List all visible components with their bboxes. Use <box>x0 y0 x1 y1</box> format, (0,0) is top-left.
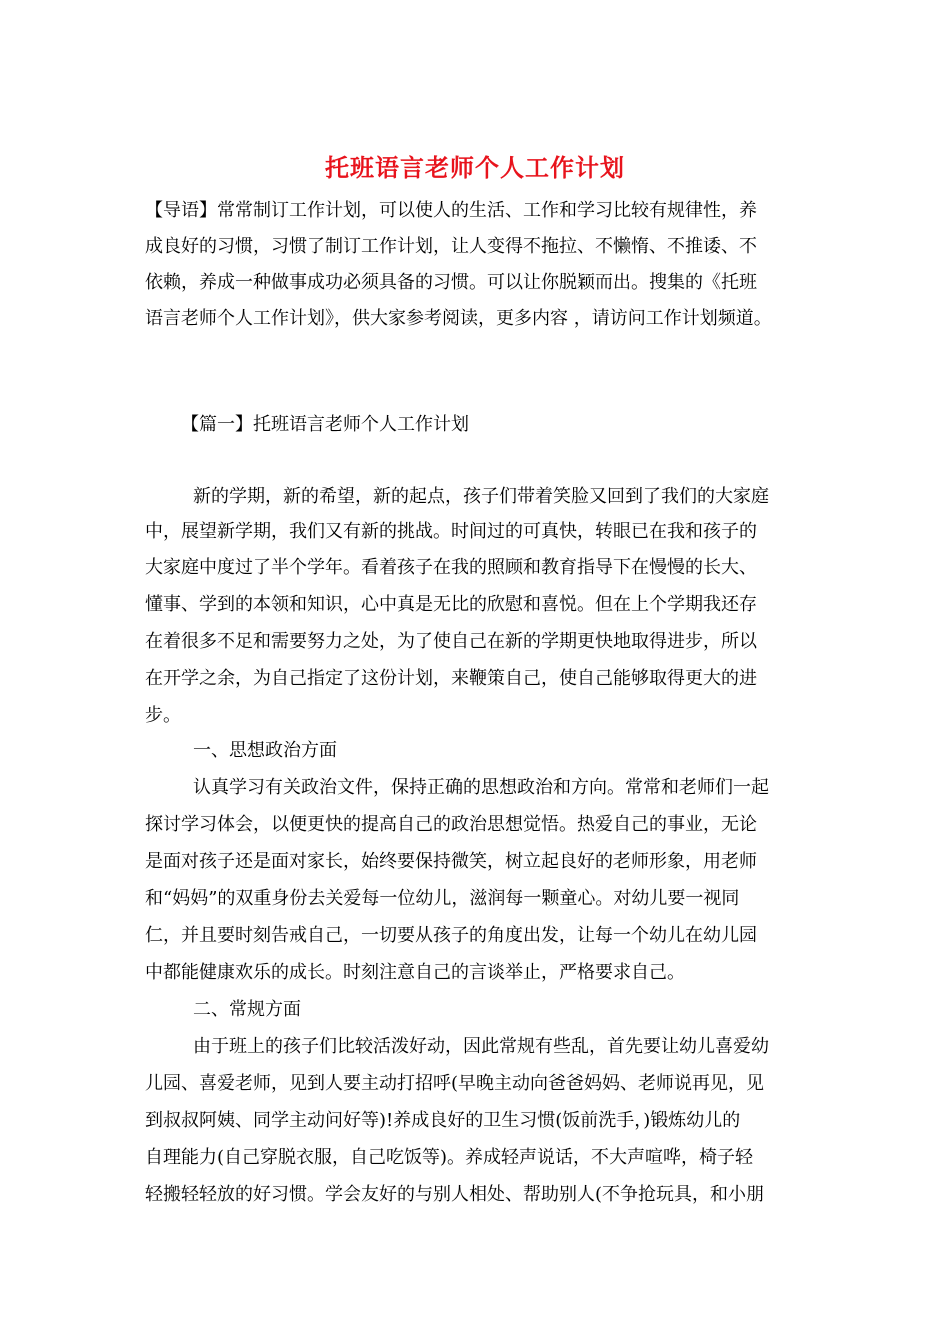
body-line: 步。 <box>145 705 181 726</box>
body-line: 中都能健康欢乐的成长。时刻注意自己的言谈举止，严格要求自己。 <box>145 962 685 983</box>
body-line: 儿园、喜爱老师，见到人要主动打招呼(早晚主动向爸爸妈妈、老师说再见，见 <box>145 1073 765 1094</box>
intro-line: 依赖，养成一种做事成功必须具备的习惯。可以让你脱颖而出。搜集的《托班 <box>145 272 757 293</box>
body-line: 由于班上的孩子们比较活泼好动，因此常规有些乱，首先要让幼儿喜爱幼 <box>193 1036 769 1057</box>
body-line: 仁，并且要时刻告戒自己，一切要从孩子的角度出发，让每一个幼儿在幼儿园 <box>145 925 757 946</box>
subsection-heading: 一、思想政治方面 <box>193 740 337 761</box>
intro-line: 【导语】常常制订工作计划，可以使人的生活、工作和学习比较有规律性，养 <box>145 200 757 221</box>
body-line: 中，展望新学期，我们又有新的挑战。时间过的可真快，转眼已在我和孩子的 <box>145 521 757 542</box>
body-line: 探讨学习体会，以便更快的提高自己的政治思想觉悟。热爱自己的事业，无论 <box>145 814 757 835</box>
body-line: 是面对孩子还是面对家长，始终要保持微笑，树立起良好的老师形象，用老师 <box>145 851 757 872</box>
body-line: 新的学期，新的希望，新的起点，孩子们带着笑脸又回到了我们的大家庭 <box>193 486 769 507</box>
subsection-heading: 二、常规方面 <box>193 999 301 1020</box>
body-line: 在开学之余，为自己指定了这份计划，来鞭策自己，使自己能够取得更大的进 <box>145 668 757 689</box>
section-heading: 【篇一】托班语言老师个人工作计划 <box>181 414 469 435</box>
body-line: 在着很多不足和需要努力之处，为了使自己在新的学期更快地取得进步，所以 <box>145 631 757 652</box>
body-line: 懂事、学到的本领和知识，心中真是无比的欣慰和喜悦。但在上个学期我还存 <box>145 594 757 615</box>
document-title: 托班语言老师个人工作计划 <box>325 153 625 182</box>
body-line: 自理能力(自己穿脱衣服，自己吃饭等)。养成轻声说话，不大声喧哗，椅子轻 <box>145 1147 754 1168</box>
body-line: 轻搬轻轻放的好习惯。学会友好的与别人相处、帮助别人(不争抢玩具，和小朋 <box>145 1184 765 1205</box>
intro-line: 成良好的习惯，习惯了制订工作计划，让人变得不拖拉、不懒惰、不推诿、不 <box>145 236 757 257</box>
intro-line: 语言老师个人工作计划》，供大家参考阅读，更多内容 ，请访问工作计划频道。 <box>145 308 772 329</box>
body-line: 到叔叔阿姨、同学主动问好等)!养成良好的卫生习惯(饭前洗手，)锻炼幼儿的 <box>145 1110 741 1131</box>
body-line: 认真学习有关政治文件，保持正确的思想政治和方向。常常和老师们一起 <box>193 777 769 798</box>
body-line: 和“妈妈”的双重身份去关爱每一位幼儿，滋润每一颗童心。对幼儿要一视同 <box>145 888 740 909</box>
body-line: 大家庭中度过了半个学年。看着孩子在我的照顾和教育指导下在慢慢的长大、 <box>145 557 757 578</box>
